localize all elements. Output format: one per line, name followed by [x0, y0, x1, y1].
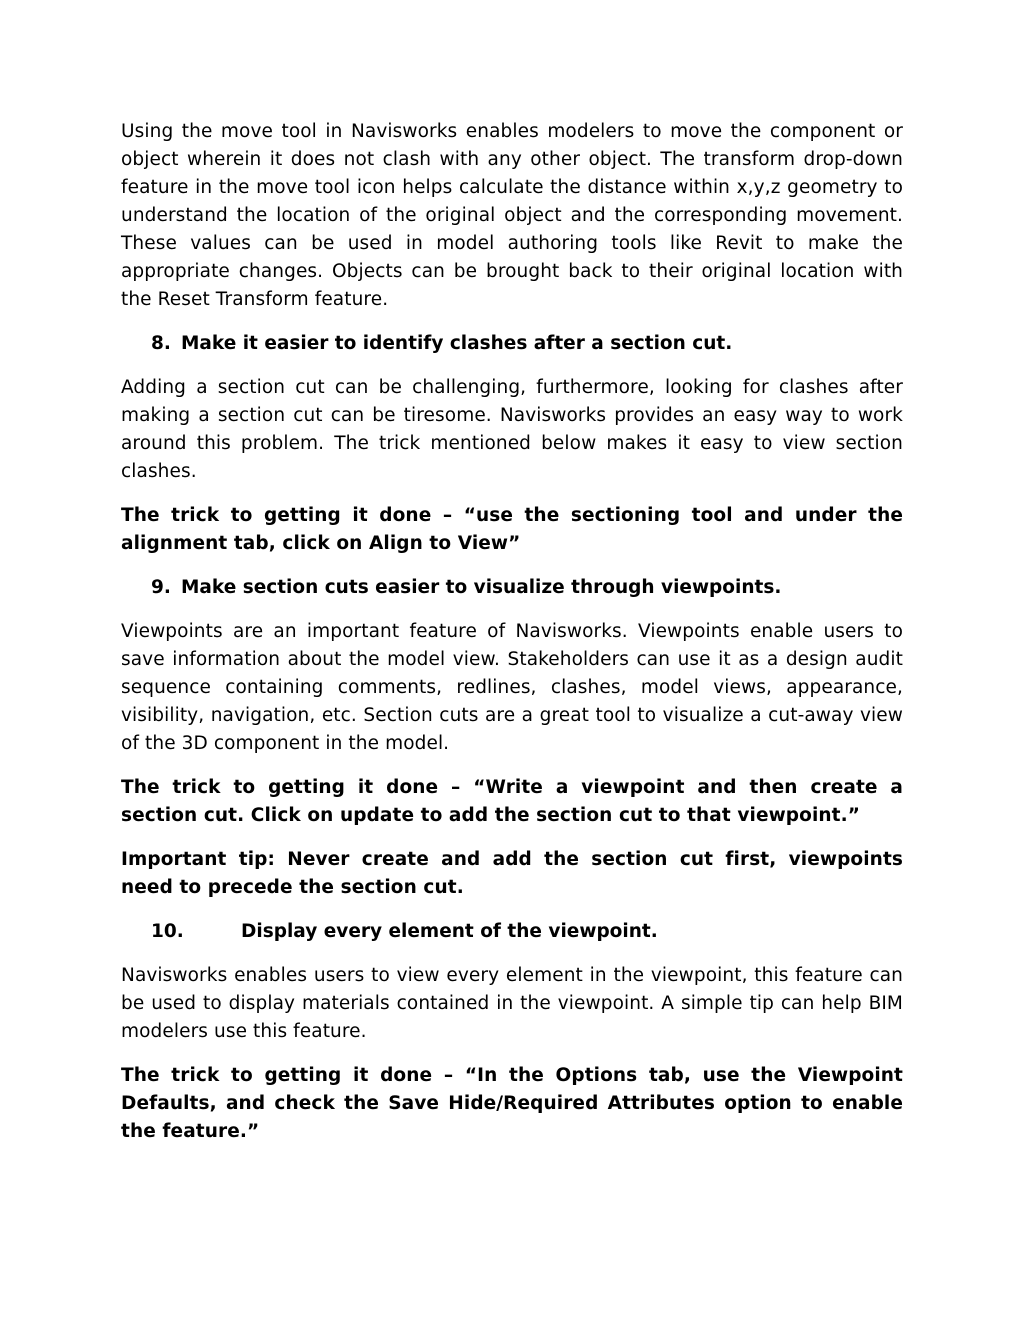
section-heading-10 — [121, 918, 903, 946]
heading-number: 8. — [151, 333, 171, 354]
section-9-important-tip: Important tip: Never create and add the section cut first, viewpoints need to precede the section cut. — [121, 849, 903, 898]
section-heading-9 — [121, 574, 903, 602]
section-10-trick: The trick to getting it done – “In the Options tab, use the Viewpoint Defaults, and check the Save Hide/Required Attributes option to enable the feature.” — [121, 1065, 903, 1142]
section-9-trick: The trick to getting it done – “Write a viewpoint and then create a section cut. Click on update to add the section cut to that viewpoint.” — [121, 777, 903, 826]
section-8-trick: The trick to getting it done – “use the sectioning tool and under the alignment tab, click on Align to View” — [121, 505, 903, 554]
section-9-paragraph: Viewpoints are an important feature of Navisworks. Viewpoints enable users to save information about the model view. Stakeholders can use it as a design audit sequence containing comments, redlines, clashes, model views, appearance, visibility, navigation, etc. Section cuts are a great tool to visualize a cut-away view of the 3D component in the model. — [121, 621, 903, 754]
heading-text: Display every element of the viewpoint. — [241, 921, 658, 942]
section-10-paragraph: Navisworks enables users to view every element in the viewpoint, this feature can be used to display materials contained in the viewpoint. A simple tip can help BIM modelers use this feature. — [121, 965, 903, 1042]
intro-paragraph: Using the move tool in Navisworks enables modelers to move the component or object wherein it does not clash with any other object. The transform drop-down feature in the move tool icon helps calculate the distance within x,y,z geometry to understand the location of the original object and the corresponding movement. These values can be used in model authoring tools like Revit to make the appropriate changes. Objects can be brought back to their original location with the Reset Transform feature. — [121, 121, 903, 310]
heading-text: Make it easier to identify clashes after a section cut. — [181, 333, 733, 354]
heading-number: 9. — [151, 577, 171, 598]
document-page — [121, 118, 903, 1162]
heading-text: Make section cuts easier to visualize through viewpoints. — [181, 577, 782, 598]
section-heading-8 — [121, 330, 903, 358]
heading-number: 10. — [151, 921, 184, 942]
section-8-paragraph: Adding a section cut can be challenging, furthermore, looking for clashes after making a section cut can be tiresome. Navisworks provides an easy way to work around this problem. The trick mentioned below makes it easy to view section clashes. — [121, 377, 903, 482]
